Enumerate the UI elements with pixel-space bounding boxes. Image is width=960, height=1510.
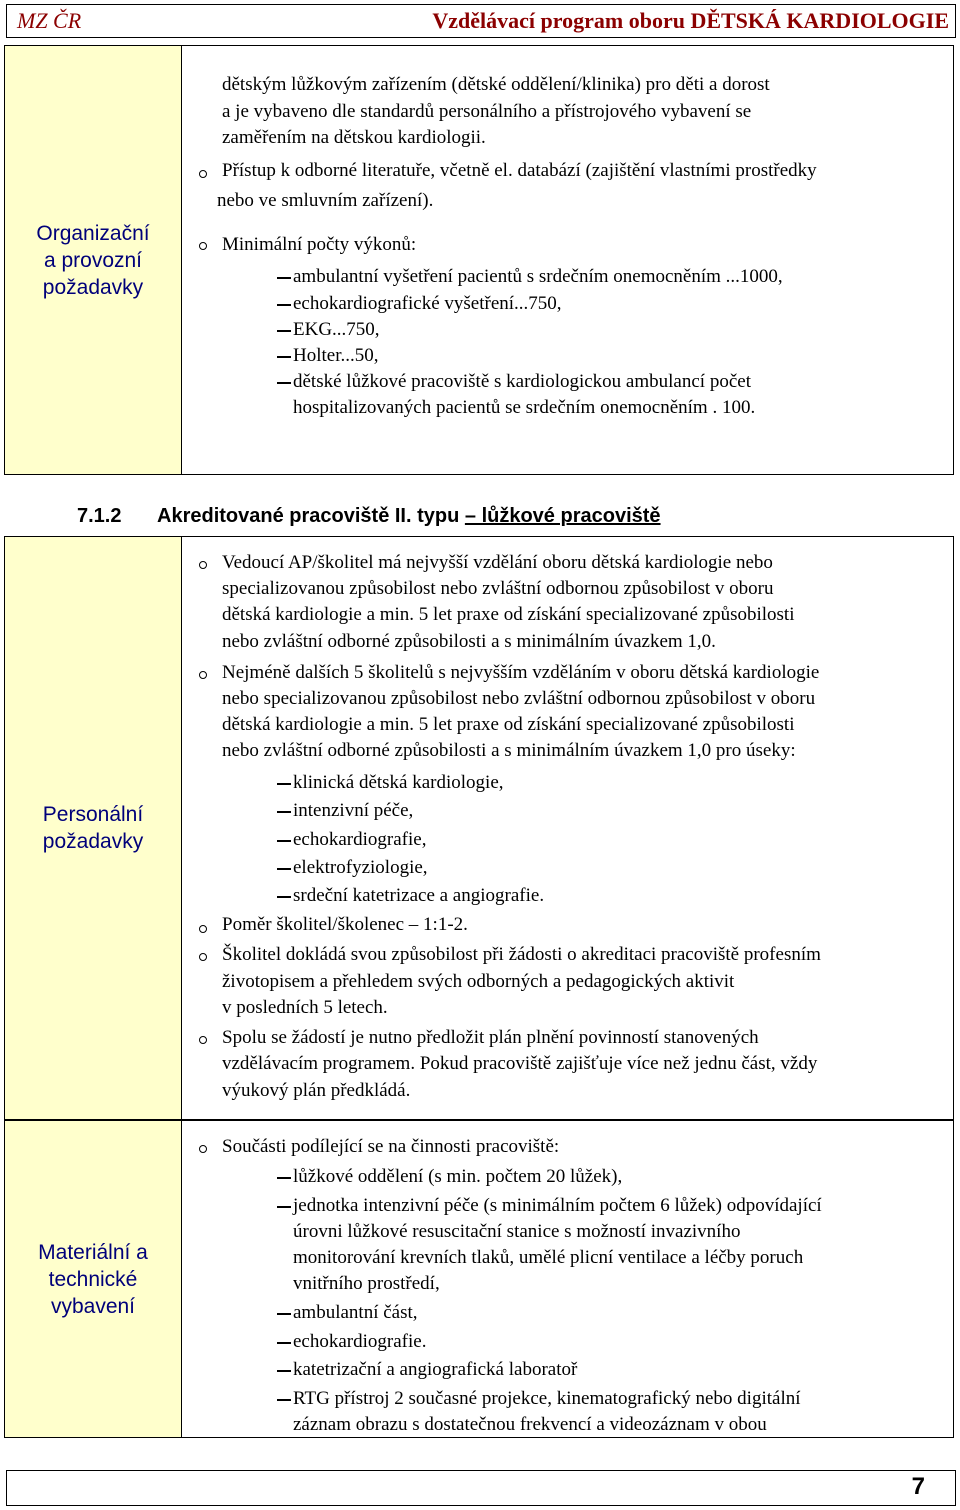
bullet-text: Školitel dokládá svou způsobilost při žádosti o akreditaci pracoviště profesním	[222, 944, 821, 965]
section-material	[4, 1120, 954, 1438]
list-item: hospitalizovaných pacientů se srdečním onemocněním . 100.	[293, 397, 756, 418]
section-personnel	[4, 536, 954, 1120]
dash-icon	[277, 840, 291, 842]
dash-icon	[277, 1342, 291, 1344]
section-label: Personální požadavky	[5, 537, 182, 1119]
list-item: úrovni lůžkové resuscitační stanice s možností invazivního	[293, 1221, 741, 1242]
text-line: nebo ve smluvním zařízení).	[217, 190, 434, 211]
dash-icon	[277, 868, 291, 870]
list-item: Holter...50,	[293, 345, 379, 366]
section-content	[181, 1121, 953, 1437]
bullet-icon	[199, 1145, 207, 1153]
text-line: dětská kardiologie a min. 5 let praxe od získání specializované způsobilosti	[222, 604, 795, 625]
text-line: vzdělávacím programem. Pokud pracoviště zajišťuje více než jednu část, vždy	[222, 1053, 818, 1074]
header-ministry: MZ ČR	[17, 8, 82, 33]
list-item: RTG přístroj 2 současné projekce, kinematografický nebo digitální	[293, 1388, 801, 1409]
header-title: Vzdělávací program oboru DĚTSKÁ KARDIOLOGIE	[432, 8, 949, 33]
section-content	[181, 46, 953, 474]
dash-icon	[277, 783, 291, 785]
dash-icon	[277, 382, 291, 384]
dash-icon	[277, 896, 291, 898]
text-line: dětská kardiologie a min. 5 let praxe od získání specializované způsobilosti	[222, 714, 795, 735]
bullet-text: Součásti podílející se na činnosti pracoviště:	[222, 1136, 560, 1157]
section-heading: 7.1.2 Akreditované pracoviště II. typu – lůžkové pracoviště	[77, 505, 661, 527]
list-item: lůžkové oddělení (s min. počtem 20 lůžek),	[293, 1166, 623, 1187]
list-item: katetrizační a angiografická laboratoř	[293, 1359, 578, 1380]
text-line: nebo zvláštní odborné způsobilosti a s minimálním úvazkem 1,0 pro úseky:	[222, 740, 796, 761]
list-item: dětské lůžkové pracoviště s kardiologickou ambulancí počet	[293, 371, 751, 392]
text-line: specializovanou způsobilost nebo zvláštní odbornou způsobilost v oboru	[222, 578, 774, 599]
dash-icon	[277, 277, 291, 279]
page-footer	[6, 1470, 956, 1506]
list-item: vnitřního prostředí,	[293, 1273, 440, 1294]
bullet-icon	[199, 953, 207, 961]
list-item: echokardiografie,	[293, 829, 427, 850]
list-item: jednotka intenzivní péče (s minimálním počtem 6 lůžek) odpovídající	[293, 1195, 822, 1216]
text-line: zaměřením na dětskou kardiologii.	[222, 127, 486, 148]
dash-icon	[277, 1177, 291, 1179]
list-item: srdeční katetrizace a angiografie.	[293, 885, 545, 906]
list-item: záznam obrazu s dostatečnou frekvencí a videozáznam v obou	[293, 1414, 767, 1435]
bullet-text: Spolu se žádostí je nutno předložit plán plnění povinností stanovených	[222, 1027, 759, 1048]
dash-icon	[277, 1206, 291, 1208]
list-item: klinická dětská kardiologie,	[293, 772, 504, 793]
bullet-icon	[199, 671, 207, 679]
bullet-icon	[199, 1036, 207, 1044]
page-number: 7	[911, 1473, 925, 1500]
dash-icon	[277, 1370, 291, 1372]
list-item: ambulantní část,	[293, 1302, 418, 1323]
text-line: životopisem a přehledem svých odborných a pedagogických aktivit	[222, 971, 735, 992]
text-line: nebo zvláštní odborné způsobilosti a s minimálním úvazkem 1,0.	[222, 631, 716, 652]
bullet-text: Nejméně dalších 5 školitelů s nejvyšším vzděláním v oboru dětská kardiologie	[222, 662, 820, 683]
list-item: ambulantní vyšetření pacientů s srdečním onemocněním ...1000,	[293, 266, 783, 287]
section-organizational	[4, 45, 954, 475]
list-item: echokardiografické vyšetření...750,	[293, 293, 562, 314]
bullet-text: Poměr školitel/školenec – 1:1-2.	[222, 914, 468, 935]
list-item: EKG...750,	[293, 319, 380, 340]
bullet-icon	[199, 170, 207, 178]
text-line: dětským lůžkovým zařízením (dětské oddělení/klinika) pro děti a dorost	[222, 74, 770, 95]
bullet-text: Přístup k odborné literatuře, včetně el. databází (zajištění vlastními prostředky	[222, 160, 817, 181]
section-content	[181, 537, 953, 1119]
dash-icon	[277, 304, 291, 306]
bullet-icon	[199, 242, 207, 250]
list-item: elektrofyziologie,	[293, 857, 428, 878]
text-line: a je vybaveno dle standardů personálního a přístrojového vybavení se	[222, 101, 752, 122]
dash-icon	[277, 1313, 291, 1315]
list-item: monitorování krevních tlaků, umělé plicní ventilace a léčby poruch	[293, 1247, 804, 1268]
bullet-text: Vedoucí AP/školitel má nejvyšší vzdělání oboru dětská kardiologie nebo	[222, 552, 773, 573]
dash-icon	[277, 356, 291, 358]
section-label: Organizační a provozní požadavky	[5, 46, 182, 474]
text-line: nebo specializovanou způsobilost nebo zvláštní odbornou způsobilost v oboru	[222, 688, 816, 709]
text-line: v posledních 5 letech.	[222, 997, 388, 1018]
list-item: intenzivní péče,	[293, 800, 414, 821]
dash-icon	[277, 330, 291, 332]
text-line: výukový plán předkládá.	[222, 1080, 411, 1101]
section-label: Materiální a technické vybavení	[5, 1121, 182, 1437]
dash-icon	[277, 811, 291, 813]
bullet-icon	[199, 561, 207, 569]
bullet-text: Minimální počty výkonů:	[222, 234, 417, 255]
bullet-icon	[199, 925, 207, 933]
dash-icon	[277, 1399, 291, 1401]
list-item: echokardiografie.	[293, 1331, 427, 1352]
page-header	[6, 4, 956, 38]
